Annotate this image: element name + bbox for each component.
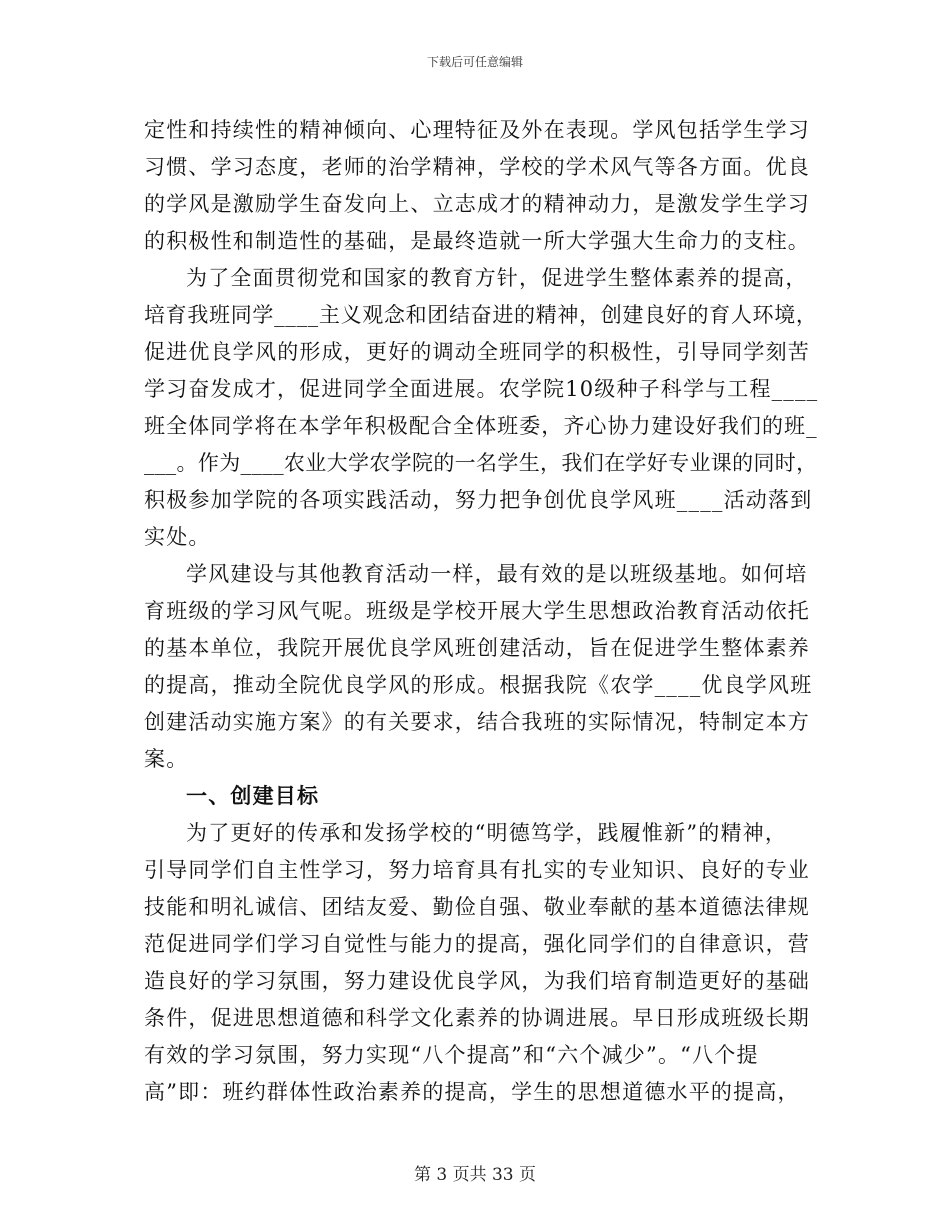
text-line: 的基本单位，我院开展优良学风班创建活动，旨在促进学生整体素养 <box>144 636 810 660</box>
text-line: 的积极性和制造性的基础，是最终造就一所大学强大生命力的支柱。 <box>144 229 810 253</box>
text-line: ___。作为____农业大学农学院的一名学生，我们在学好专业课的同时， <box>144 451 818 475</box>
text-line: 创建活动实施方案》的有关要求，结合我班的实际情况，特制定本方 <box>144 710 810 734</box>
text-line: 的提高，推动全院优良学风的形成。根据我院《农学____优良学风班 <box>144 673 813 697</box>
text-line: 有效的学习氛围，努力实现“八个提高”和“六个减少”。“八个提 <box>144 1043 759 1067</box>
text-line: 学习奋发成才，促进同学全面进展。农学院10级种子科学与工程____ <box>144 377 819 401</box>
text-line: 案。 <box>144 747 189 771</box>
text-line: 高”即：班约群体性政治素养的提高，学生的思想道德水平的提高， <box>144 1080 800 1104</box>
text-line: 为了更好的传承和发扬学校的“明德笃学，践履惟新”的精神， <box>186 821 788 845</box>
text-line: 习惯、学习态度，老师的治学精神，学校的学术风气等各方面。优良 <box>144 155 810 179</box>
text-line: 育班级的学习风气呢。班级是学校开展大学生思想政治教育活动依托 <box>144 599 810 623</box>
page-header: 下载后可任意编辑 <box>426 55 523 69</box>
text-line: 促进优良学风的形成，更好的调动全班同学的积极性，引导同学刻苦 <box>144 340 810 364</box>
page-number: 第 3 页共 33 页 <box>413 1165 537 1185</box>
text-line: 引导同学们自主性学习，努力培育具有扎实的专业知识、良好的专业 <box>144 858 810 882</box>
text-line: 培育我班同学____主义观念和团结奋进的精神，创建良好的育人环境， <box>144 303 818 327</box>
text-line: 定性和持续性的精神倾向、心理特征及外在表现。学风包括学生学习 <box>144 118 810 142</box>
text-line: 学风建设与其他教育活动一样，最有效的是以班级基地。如何培 <box>186 562 808 586</box>
section-heading: 一、创建目标 <box>186 784 320 808</box>
text-line: 的学风是激励学生奋发向上、立志成才的精神动力，是激发学生学习 <box>144 192 810 216</box>
text-line: 实处。 <box>144 525 211 549</box>
text-line: 积极参加学院的各项实践活动，努力把争创优良学风班____活动落到 <box>144 488 813 512</box>
text-line: 条件，促进思想道德和科学文化素养的协调进展。早日形成班级长期 <box>144 1006 810 1030</box>
text-line: 造良好的学习氛围，努力建设优良学风，为我们培育制造更好的基础 <box>144 969 810 993</box>
text-line: 技能和明礼诚信、团结友爱、勤俭自强、敬业奉献的基本道德法律规 <box>144 895 810 919</box>
text-line: 范促进同学们学习自觉性与能力的提高，强化同学们的自律意识，营 <box>144 932 810 956</box>
text-line: 班全体同学将在本学年积极配合全体班委，齐心协力建设好我们的班_ <box>144 414 818 438</box>
text-line: 为了全面贯彻党和国家的教育方针，促进学生整体素养的提高， <box>186 266 808 290</box>
